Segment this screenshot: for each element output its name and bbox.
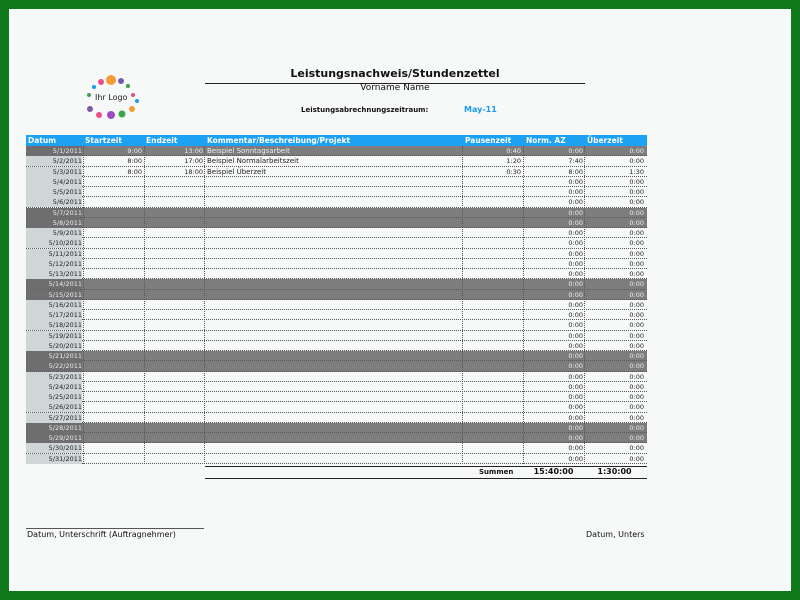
cell-overtime: 0:00 xyxy=(629,321,644,330)
cell-overtime: 0:00 xyxy=(629,403,644,412)
cell-overtime: 0:00 xyxy=(629,198,644,207)
cell-norm-az: 0:00 xyxy=(568,270,583,278)
header-norm-az: Norm. AZ xyxy=(526,136,566,145)
cell-date: 5/31/2011 xyxy=(26,454,82,464)
table-row xyxy=(26,310,647,320)
summary-norm-total: 15:40:00 xyxy=(533,467,574,476)
table-row xyxy=(26,208,647,218)
header-endzeit: Endzeit xyxy=(146,136,178,145)
summary-overtime-total: 1:30:00 xyxy=(597,467,632,476)
signature-client: Datum, Unters xyxy=(586,530,645,539)
table-row xyxy=(26,218,647,228)
cell-start[interactable]: 8:00 xyxy=(127,167,142,176)
cell-overtime: 0:00 xyxy=(629,382,644,391)
table-row xyxy=(26,392,647,402)
cell-norm-az: 7:40 xyxy=(568,157,583,166)
cell-norm-az: 0:00 xyxy=(568,188,583,196)
col-divider xyxy=(462,146,463,464)
table-row xyxy=(26,341,647,351)
cell-overtime: 0:00 xyxy=(629,270,644,278)
cell-norm-az: 0:00 xyxy=(568,382,583,391)
cell-norm-az: 0:00 xyxy=(568,280,583,289)
cell-norm-az: 0:00 xyxy=(568,259,583,268)
cell-date: 5/27/2011 xyxy=(26,413,82,423)
cell-date: 5/9/2011 xyxy=(26,228,82,238)
cell-norm-az: 0:00 xyxy=(568,393,583,401)
header-pausenzeit: Pausenzeit xyxy=(465,136,512,145)
cell-norm-az: 0:00 xyxy=(568,372,583,381)
header-startzeit: Startzeit xyxy=(85,136,122,145)
col-divider xyxy=(584,146,585,464)
cell-norm-az: 0:00 xyxy=(568,362,583,371)
cell-overtime: 0:00 xyxy=(629,362,644,371)
cell-date: 5/4/2011 xyxy=(26,177,82,187)
col-divider xyxy=(204,146,205,464)
cell-overtime: 0:00 xyxy=(629,311,644,319)
header-datum: Datum xyxy=(28,136,57,145)
cell-overtime: 0:00 xyxy=(629,249,644,258)
cell-overtime: 0:00 xyxy=(629,444,644,453)
table-row xyxy=(26,279,647,289)
table-row xyxy=(26,423,647,433)
cell-date: 5/30/2011 xyxy=(26,443,82,453)
summary-bottom-line xyxy=(205,478,647,479)
cell-date: 5/6/2011 xyxy=(26,197,82,207)
cell-norm-az: 0:00 xyxy=(568,403,583,412)
cell-date: 5/22/2011 xyxy=(26,361,82,371)
cell-end[interactable]: 13:00 xyxy=(184,147,203,155)
signature-line-left xyxy=(26,528,204,529)
cell-overtime: 0:00 xyxy=(629,147,644,155)
cell-overtime: 0:00 xyxy=(629,239,644,248)
table-row xyxy=(26,413,647,423)
cell-overtime: 0:00 xyxy=(629,229,644,237)
cell-norm-az: 0:00 xyxy=(568,352,583,360)
table-row xyxy=(26,351,647,361)
cell-norm-az: 0:00 xyxy=(568,331,583,340)
period-label: Leistungsabrechnungszeitraum: xyxy=(301,106,429,114)
cell-overtime: 0:00 xyxy=(629,423,644,432)
cell-date: 5/20/2011 xyxy=(26,341,82,351)
cell-overtime: 0:00 xyxy=(629,259,644,268)
table-row xyxy=(26,156,647,166)
cell-date: 5/18/2011 xyxy=(26,320,82,330)
cell-overtime: 0:00 xyxy=(629,280,644,289)
cell-date: 5/15/2011 xyxy=(26,290,82,300)
table-row xyxy=(26,300,647,310)
table-row xyxy=(26,382,647,392)
table-header xyxy=(26,135,647,146)
cell-comment[interactable]: Beispiel Sonntagsarbeit xyxy=(207,147,290,155)
table-row xyxy=(26,454,647,464)
cell-pause[interactable]: 0:30 xyxy=(506,167,521,176)
table-row xyxy=(26,249,647,259)
cell-date: 5/2/2011 xyxy=(26,156,82,166)
cell-date: 5/26/2011 xyxy=(26,402,82,412)
cell-date: 5/13/2011 xyxy=(26,269,82,279)
cell-comment[interactable]: Beispiel Normalarbeitszeit xyxy=(207,157,299,166)
table-row xyxy=(26,269,647,279)
cell-end[interactable]: 18:00 xyxy=(184,167,203,176)
cell-norm-az: 0:00 xyxy=(568,454,583,463)
cell-norm-az: 0:00 xyxy=(568,208,583,217)
cell-date: 5/5/2011 xyxy=(26,187,82,197)
table-row xyxy=(26,443,647,453)
cell-overtime: 0:00 xyxy=(629,434,644,442)
cell-overtime: 0:00 xyxy=(629,331,644,340)
table-row xyxy=(26,361,647,371)
cell-date: 5/10/2011 xyxy=(26,238,82,248)
cell-comment[interactable]: Beispiel Überzeit xyxy=(207,167,266,176)
cell-date: 5/11/2011 xyxy=(26,249,82,259)
table-row xyxy=(26,320,647,330)
cell-start[interactable]: 9:00 xyxy=(127,147,142,155)
table-row xyxy=(26,238,647,248)
cell-end[interactable]: 17:00 xyxy=(184,157,203,166)
table-row xyxy=(26,167,647,177)
cell-norm-az: 0:00 xyxy=(568,341,583,350)
cell-date: 5/12/2011 xyxy=(26,259,82,269)
cell-date: 5/16/2011 xyxy=(26,300,82,310)
table-row xyxy=(26,177,647,187)
timesheet-table xyxy=(26,135,647,464)
cell-norm-az: 0:00 xyxy=(568,300,583,309)
cell-pause[interactable]: 1:20 xyxy=(506,157,521,166)
logo-text: Ihr Logo xyxy=(95,93,128,102)
employee-name[interactable]: Vorname Name xyxy=(360,83,430,93)
table-row xyxy=(26,402,647,412)
cell-overtime: 0:00 xyxy=(629,454,644,463)
cell-norm-az: 0:00 xyxy=(568,198,583,207)
table-body xyxy=(26,146,647,464)
cell-norm-az: 0:00 xyxy=(568,239,583,248)
cell-overtime: 0:00 xyxy=(629,157,644,166)
summary-label: Summen xyxy=(479,468,514,476)
cell-overtime: 0:00 xyxy=(629,300,644,309)
header-kommentar: Kommentar/Beschreibung/Projekt xyxy=(207,136,351,145)
cell-overtime: 0:00 xyxy=(629,188,644,196)
cell-date: 5/1/2011 xyxy=(26,146,82,156)
cell-date: 5/24/2011 xyxy=(26,382,82,392)
cell-norm-az: 0:00 xyxy=(568,177,583,186)
cell-overtime: 0:00 xyxy=(629,218,644,227)
cell-date: 5/21/2011 xyxy=(26,351,82,361)
cell-date: 5/17/2011 xyxy=(26,310,82,320)
table-row xyxy=(26,146,647,156)
col-divider xyxy=(144,146,145,464)
cell-date: 5/29/2011 xyxy=(26,433,82,443)
table-row xyxy=(26,372,647,382)
cell-overtime: 0:00 xyxy=(629,413,644,422)
cell-overtime: 0:00 xyxy=(629,372,644,381)
cell-overtime: 0:00 xyxy=(629,393,644,401)
header-ueberzeit: Überzeit xyxy=(587,136,623,145)
cell-norm-az: 0:00 xyxy=(568,444,583,453)
cell-norm-az: 8:00 xyxy=(568,167,583,176)
table-row xyxy=(26,259,647,269)
cell-date: 5/14/2011 xyxy=(26,279,82,289)
table-row xyxy=(26,290,647,300)
cell-norm-az: 0:00 xyxy=(568,249,583,258)
cell-pause[interactable]: 0:40 xyxy=(506,147,521,155)
cell-date: 5/25/2011 xyxy=(26,392,82,402)
cell-norm-az: 0:00 xyxy=(568,218,583,227)
col-divider xyxy=(523,146,524,464)
page-title: Leistungsnachweis/Stundenzettel xyxy=(290,67,500,80)
table-row xyxy=(26,331,647,341)
cell-norm-az: 0:00 xyxy=(568,321,583,330)
cell-overtime: 0:00 xyxy=(629,208,644,217)
col-divider xyxy=(83,146,84,464)
cell-overtime: 0:00 xyxy=(629,177,644,186)
cell-norm-az: 0:00 xyxy=(568,434,583,442)
cell-norm-az: 0:00 xyxy=(568,423,583,432)
cell-date: 5/28/2011 xyxy=(26,423,82,433)
cell-norm-az: 0:00 xyxy=(568,413,583,422)
table-row xyxy=(26,433,647,443)
cell-date: 5/23/2011 xyxy=(26,372,82,382)
cell-overtime: 1:30 xyxy=(629,167,644,176)
cell-date: 5/19/2011 xyxy=(26,331,82,341)
cell-date: 5/3/2011 xyxy=(26,167,82,177)
cell-norm-az: 0:00 xyxy=(568,147,583,155)
table-row xyxy=(26,197,647,207)
cell-date: 5/8/2011 xyxy=(26,218,82,228)
table-row xyxy=(26,228,647,238)
cell-norm-az: 0:00 xyxy=(568,311,583,319)
table-row xyxy=(26,187,647,197)
cell-overtime: 0:00 xyxy=(629,352,644,360)
cell-overtime: 0:00 xyxy=(629,341,644,350)
cell-overtime: 0:00 xyxy=(629,290,644,299)
period-value[interactable]: May-11 xyxy=(464,105,497,114)
cell-norm-az: 0:00 xyxy=(568,229,583,237)
cell-norm-az: 0:00 xyxy=(568,290,583,299)
cell-date: 5/7/2011 xyxy=(26,208,82,218)
signature-contractor: Datum, Unterschrift (Auftragnehmer) xyxy=(27,530,176,539)
cell-start[interactable]: 8:00 xyxy=(127,157,142,166)
